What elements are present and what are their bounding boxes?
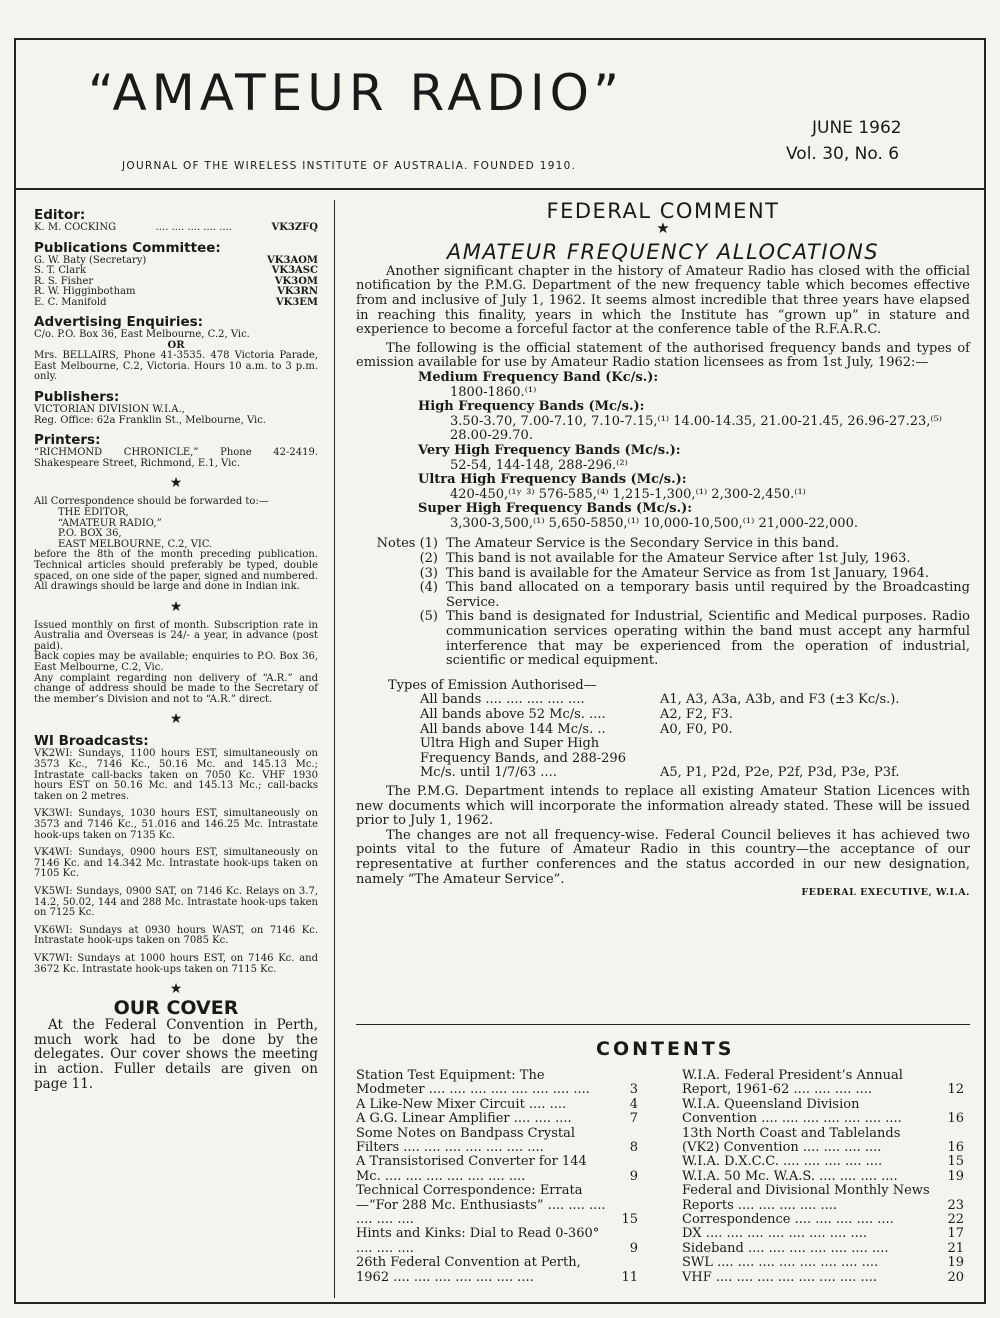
advertising-address: C/o. P.O. Box 36, East Melbourne, C.2, Vic. [34,329,250,340]
contents-title: W.I.A. Queensland Division Convention .... .... .... .... .... .... .... [682,1096,902,1127]
band-heading: Medium Frequency Band (Kc/s.): [418,369,659,385]
pubcomm-row [34,298,318,309]
publishers-office: Reg. Office: 62a Franklin St., Melbourne, Vic. [34,414,266,426]
band-values: 3.50-3.70, 7.00-7.10, 7.10-7.15,⁽¹⁾ 14.00-14.35, 21.00-21.45, 26.96-27.23,⁽⁵⁾ 28.00-29.70. [450,413,942,444]
emission-types: A1, A3, A3a, A3b, and F3 (±3 Kc/s.). [660,692,900,708]
contents-title: A G.G. Linear Amplifier .... .... .... [356,1111,572,1127]
band-heading: Ultra High Frequency Bands (Mc/s.): [418,472,687,488]
contents-item[interactable] [682,1227,964,1241]
masthead-rule [16,188,984,190]
advertising-or: OR [167,339,185,351]
contents-title: 13th North Coast and Tablelands (VK2) Convention .... .... .... .... [682,1125,901,1156]
contents-page: 12 [947,1082,964,1098]
contents-page: 19 [947,1255,964,1271]
contents-item[interactable] [356,1227,638,1256]
cover-text: At the Federal Convention in Perth, much work had to be done by the delegates. Our cover shows the meeting in action. Fuller details are given on page 11. [34,1017,318,1092]
contents-title: 26th Federal Convention at Perth, 1962 .... .... .... .... .... .... .... [356,1255,581,1285]
sidebar [34,207,318,1091]
note-text: This band is available for the Amateur Service as from 1st January, 1964. [446,565,929,581]
contents-item[interactable] [682,1069,964,1098]
contents-title: Station Test Equipment: The Modmeter .... .... .... .... .... .... .... .... [356,1068,590,1098]
broadcasts-heading: WI Broadcasts: [34,733,149,750]
article-headline: AMATEUR FREQUENCY ALLOCATIONS [446,240,880,265]
note-item [356,552,970,567]
contents-page: 9 [629,1240,638,1256]
back-copies-text: Back copies may be available; enquiries to P.O. Box 36, East Melbourne, C.2, Vic. [34,651,318,674]
member-name: G. W. Baty (Secretary) [34,254,147,266]
editor-call: VK3ZFQ [271,222,318,233]
note-number: (2) [419,551,438,567]
emission-band: All bands .... .... .... .... .... [420,692,585,708]
printers-heading: Printers: [34,432,101,449]
band-values: 3,300-3,500,⁽¹⁾ 5,650-5850,⁽¹⁾ 10,000-10,500,⁽¹⁾ 21,000-22,000. [450,515,858,531]
broadcast-entry: VK2WI: Sundays, 1100 hours EST, simultaneously on 3573 Kc., 7146 Kc., 50.16 Mc. and 145.13 Mc.; Intrastate call-backs taken on 7050 Kc. VHF 1930 hours EST on 50.16 Mc. and 145.13 Mc.; call-backs taken on 2 metres. [34,748,318,802]
band-heading: Very High Frequency Bands (Mc/s.): [418,442,681,458]
note-item [356,537,970,552]
note-item [356,567,970,582]
magazine-subtitle: JOURNAL OF THE WIRELESS INSTITUTE OF AUSTRALIA. FOUNDED 1910. [122,160,577,172]
contents-item[interactable] [682,1256,964,1270]
note-text: The Amateur Service is the Secondary Service in this band. [446,536,840,552]
contents-title: DX .... .... .... .... .... .... .... .... [682,1226,867,1242]
emission-row [420,723,970,738]
contents-right-column [682,1069,964,1285]
emission-row [420,693,970,708]
contents-title: W.I.A. 50 Mc. W.A.S. .... .... .... .... [682,1168,898,1184]
article-paragraph: The following is the official statement of the authorised frequency bands and types of emission available for use by Amateur Radio station licensees as from 1st July, 1962:— [356,340,970,371]
contents-item[interactable] [682,1271,964,1285]
contents-title: A Like-New Mixer Circuit .... .... [356,1096,567,1112]
contents-left-column [356,1069,638,1285]
address-line: P.O. BOX 36, [58,528,122,540]
contents-page: 22 [947,1212,964,1228]
emission-types: A0, F0, P0. [660,721,733,737]
star-divider: ★ [656,218,670,237]
emission-band: All bands above 144 Mc/s. .. [420,721,606,737]
contents-item[interactable] [356,1112,638,1126]
contents-page: 21 [947,1240,964,1256]
contents-page: 8 [629,1140,638,1156]
complaint-text: Any complaint regarding non delivery of “A.R.” and change of address should be made to the Secretary of the member’s Division and not to “A.R.” direct. [34,672,318,705]
band-heading: Super High Frequency Bands (Mc/s.): [418,501,693,517]
contents-item[interactable] [356,1184,638,1227]
contents-item[interactable] [682,1098,964,1127]
member-call: VK3AOM [267,254,318,266]
contents-item[interactable] [682,1242,964,1256]
star-divider: ★ [169,711,183,728]
editor-name: K. M. COCKING [34,222,117,233]
note-text: This band is not available for the Amateur Service after 1st July, 1963. [446,551,911,567]
contents-page: 15 [621,1212,638,1228]
article-paragraph: The changes are not all frequency-wise. Federal Council believes it has achieved two points vital to the future of Amateur Radio in this country—the acceptance of our representative at further conferences and the status accorded in our new designation, namely “The Amateur Service”. [356,827,970,887]
member-call: VK3RN [277,286,318,297]
contents-title: Federal and Divisional Monthly News Reports .... .... .... .... .... [682,1183,930,1213]
member-name: R. W. Higginbotham [34,286,136,297]
note-item [356,581,970,610]
section-heading: FEDERAL COMMENT [546,199,780,223]
address-line: THE EDITOR, [58,506,129,518]
contents-title: W.I.A. Federal President’s Annual Report, 1961-62 .... .... .... .... [682,1068,903,1098]
star-divider: ★ [169,598,183,615]
contents-page: 16 [947,1111,964,1127]
emission-band: Ultra High and Super High Frequency Bands, and 288-296 Mc/s. until 1/7/63 .... [420,736,626,781]
advertising-heading: Advertising Enquiries: [34,314,204,330]
contents-heading: CONTENTS [596,1038,735,1060]
member-name: R. S. Fisher [34,275,94,287]
contents-title: Sideband .... .... .... .... .... .... .... [682,1240,889,1256]
note-number: (4) [419,580,438,596]
address-line: “AMATEUR RADIO,” [58,517,162,529]
contents-title: A Transistorised Converter for 144 Mc. .... .... .... .... .... .... .... [356,1154,587,1184]
contents-page: 23 [947,1197,964,1213]
correspondence-text: before the 8th of the month preceding publication. Technical articles should preferably be typed, double spaced, on one side of the paper, signed and numbered. All drawings should be large and done in Indian ink. [34,549,318,593]
contents-page: 9 [629,1168,638,1184]
contents-item[interactable] [682,1184,964,1213]
emission-heading: Types of Emission Authorised— [388,677,597,693]
article-paragraph: The P.M.G. Department intends to replace all existing Amateur Station Licences with new documents which will incorporate the information already stated. These will be issued prior to July 1, 1962. [356,783,970,829]
magazine-title: “AMATEUR RADIO” [88,64,625,122]
contents-item[interactable] [356,1098,638,1112]
address-line: EAST MELBOURNE, C.2, VIC. [58,538,213,550]
pubcomm-row [34,287,318,298]
contents-title: Correspondence .... .... .... .... .... [682,1212,894,1228]
broadcast-entry: VK6WI: Sundays at 0930 hours WAST, on 7146 Kc. Intrastate hook-ups taken on 7085 Kc. [34,924,318,947]
member-call: VK3OM [274,275,318,287]
article-paragraph: Another significant chapter in the history of Amateur Radio has closed with the official notification by the P.M.G. Department of the new frequency table which becomes effective from and inclusive of July 1, 1962. It seems almost incredible that three years have elapsed in reaching this finality, years in which the Institute has “grown up” in stature and experience to become a forceful factor at the conference table of the R.F.A.R.C. [356,263,970,338]
contents-item[interactable] [682,1170,964,1184]
pubcomm-row [34,266,318,277]
band-values: 52-54, 144-148, 288-296.⁽²⁾ [450,457,628,473]
contents-page: 3 [629,1082,638,1098]
contents-title: SWL .... .... .... .... .... .... .... .... [682,1255,879,1271]
contents-item[interactable] [356,1256,638,1285]
contents-item[interactable] [356,1127,638,1156]
emission-row [420,737,970,781]
member-name: S. T. Clark [34,265,87,276]
star-divider: ★ [169,981,183,998]
note-number: (5) [419,609,438,625]
contents-item[interactable] [356,1155,638,1184]
contents-page: 11 [621,1269,638,1285]
contents-page: 16 [947,1140,964,1156]
member-call: VK3EM [275,296,318,308]
contents-page: 15 [947,1154,964,1170]
dot-leader: .... .... .... .... .... [155,222,232,233]
correspondence-intro: All Correspondence should be forwarded to:— [34,496,269,508]
contents-title: Technical Correspondence: Errata—“For 288 Mc. Enthusiasts” .... .... .... .... .... .... [356,1183,606,1228]
contents-title: Hints and Kinks: Dial to Read 0-360° .... .... .... [356,1226,600,1256]
contents-title: Some Notes on Bandpass Crystal Filters .... .... .... .... .... .... .... [356,1125,575,1156]
note-number: (3) [419,565,438,581]
band-values: 1800-1860.⁽¹⁾ [450,384,537,400]
contents-page: 20 [947,1269,964,1285]
star-divider: ★ [169,475,183,492]
issue-volume: Vol. 30, No. 6 [786,144,900,164]
member-name: E. C. Manifold [34,296,107,308]
article-signature: FEDERAL EXECUTIVE, W.I.A. [801,887,970,899]
publishers-heading: Publishers: [34,388,120,405]
issue-date: JUNE 1962 [812,118,902,138]
editor-row [34,223,318,234]
federal-comment-article [356,200,970,901]
contents-item[interactable] [356,1069,638,1098]
note-item [356,610,970,668]
publishers-name: VICTORIAN DIVISION W.I.A., [34,403,185,415]
band-heading: High Frequency Bands (Mc/s.): [418,399,645,415]
emission-band: All bands above 52 Mc/s. .... [420,707,606,722]
contents-page: 17 [947,1226,964,1242]
issued-text: Issued monthly on first of month. Subscription rate in Australia and Overseas is 24/- a year, in advance (post paid). [34,619,318,652]
note-text: This band is designated for Industrial, Scientific and Medical purposes. Radio communication services operating within the band must accept any harmful interference that may be experienced from the operation of industrial, scientific or medical equipment. [446,609,970,669]
band-values: 420-450,⁽¹ʸ ³⁾ 576-585,⁽⁴⁾ 1,215-1,300,⁽¹⁾ 2,300-2,450.⁽¹⁾ [450,486,806,502]
emission-row [420,708,970,723]
note-text: This band allocated on a temporary basis until required by the Broadcasting Service. [446,580,970,610]
editor-heading: Editor: [34,207,86,223]
emission-types: A5, P1, P2d, P2e, P2f, P3d, P3e, P3f. [660,765,900,781]
pubcomm-heading: Publications Committee: [34,239,221,256]
contents-title: VHF .... .... .... .... .... .... .... .... [682,1269,878,1285]
broadcast-entry: VK7WI: Sundays at 1000 hours EST, on 7146 Kc. and 3672 Kc. Intrastate hook-ups taken on 7115 Kc. [34,952,318,975]
member-call: VK3ASC [271,265,318,276]
contents-item[interactable] [682,1155,964,1169]
contents-page: 19 [947,1168,964,1184]
emission-types: A2, F2, F3. [660,707,733,722]
editor-address [34,508,318,550]
cover-heading: OUR COVER [113,997,239,1020]
note-number: Notes (1) [376,536,438,552]
contents-item[interactable] [682,1213,964,1227]
printers-text: “RICHMOND CHRONICLE,” Phone 42-2419. Shakespeare Street, Richmond, E.1, Vic. [34,447,318,469]
column-divider [334,200,335,1298]
contents-item[interactable] [682,1127,964,1156]
contents-rule [356,1024,970,1025]
contents-page: 7 [629,1111,638,1127]
contents-title: W.I.A. D.X.C.C. .... .... .... .... .... [682,1154,883,1170]
broadcast-entry: VK5WI: Sundays, 0900 SAT, on 7146 Kc. Relays on 3.7, 14.2, 50.02, 144 and 288 Mc. Intrastate hook-ups taken on 7125 Kc. [34,885,318,919]
broadcast-entry: VK4WI: Sundays, 0900 hours EST, simultaneously on 7146 Kc. and 14.342 Mc. Intrastate hook-ups taken on 7105 Kc. [34,847,318,880]
advertising-contact: Mrs. BELLAIRS, Phone 41-3535. 478 Victoria Parade, East Melbourne, C.2, Victoria. Hours 10 a.m. to 3 p.m. only. [34,350,318,383]
broadcast-entry: VK3WI: Sundays, 1030 hours EST, simultaneously on 3573 and 7146 Kc., 51.016 and 146.25 Mc. Intrastate hook-ups taken on 7135 Kc. [34,808,318,841]
contents-page: 4 [629,1096,638,1112]
